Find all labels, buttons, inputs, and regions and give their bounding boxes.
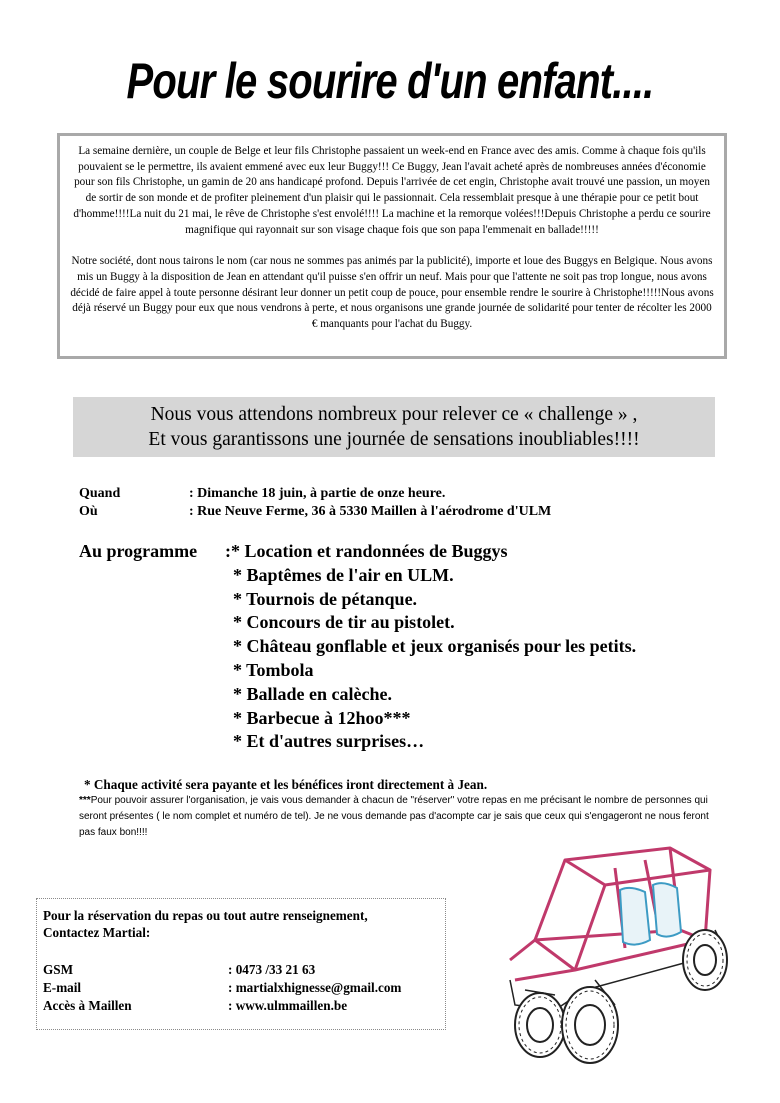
program-item: * Concours de tir au pistolet. xyxy=(233,612,455,633)
program-item: * Barbecue à 12hoo*** xyxy=(233,707,411,728)
story-paragraph-2: Notre société, dont nous tairons le nom (car nous ne sommes pas animés par la publicité), importe et loue des Buggys en Belgique. Nous avons mis un Buggy à la disposition de Jean en attendant qu'il puisse s'en offrir un neuf. Mais pour que l'attente ne soit pas trop longue, nous avons décidé de faire appel à toute personne désirant leur donner un petit coup de pouce, pour ensemble rendre le sourire à Christophe!!!!!Nous avons déjà réservé un Buggy pour eux que nous vendrons à perte, et nous organisons une grande journée de solidarité pour tenter de récolter les 2000 € manquants pour l'achat du Buggy. xyxy=(70,255,714,331)
contact-row-website xyxy=(43,997,347,1014)
when-value: : Dimanche 18 juin, à partie de onze heure. xyxy=(189,486,446,501)
gsm-value: : 0473 /33 21 63 xyxy=(228,962,316,977)
website-label: Accès à Maillen xyxy=(43,998,132,1013)
reservation-note-text: Pour pouvoir assurer l'organisation, je vais vous demander à chacun de "réserver" votre repas en me précisant le nombre de personnes qui seront présentes ( le nom complet et numéro de tel). Je ne vous demande pas d'acompte car je sais que ceux qui s'engageront ne nous feront pas faux bon!!!! xyxy=(79,795,709,838)
poster-title: Pour le sourire d'un enfant.... xyxy=(126,53,654,109)
when-row xyxy=(79,485,445,503)
banner-line-2: Et vous garantissons une journée de sensations inoubliables!!!! xyxy=(148,429,640,450)
banner-line-1: Nous vous attendons nombreux pour relever ce « challenge » , xyxy=(150,404,638,425)
where-label: Où xyxy=(79,504,98,519)
program-label: Au programme xyxy=(79,541,198,561)
website-value[interactable]: : www.ulmmaillen.be xyxy=(228,998,348,1013)
program-item: * Baptêmes de l'air en ULM. xyxy=(233,564,454,585)
story-paragraph-1: La semaine dernière, un couple de Belge et leur fils Christophe passaient un week-end en France avec des amis. Comme à chaque fois qu'ils pouvaient se le permettre, ils avaient emmené avec eux leur Buggy!!! Ce Buggy, Jean l'avait acheté après de nombreuses années d'économie pour son fils Christophe, un gamin de 20 ans handicapé profond. Depuis l'arrivée de cet engin, Christophe avait trouvé une passion, un moyen de sortir de son monde et de profiter pleinement d'un plaisir qui le passionnait. Cela ressemblait presque à une thérapie pour ce petit bout d'homme!!!!La nuit du 21 mai, le rêve de Christophe s'est envolé!!!! La machine et la remorque volées!!!Depuis Christophe a perdu ce sourire magnifique qui rayonnait sur son visage chaque fois que son papa l'emmenait en ballade!!!!! xyxy=(73,145,711,236)
when-label: Quand xyxy=(79,486,121,501)
program-item: :* Location et randonnées de Buggys xyxy=(225,541,508,561)
program-item: * Ballade en calèche. xyxy=(233,683,392,704)
contact-header-line-1: Pour la réservation du repas ou tout autre renseignement, xyxy=(43,908,368,923)
reservation-note-prefix: *** xyxy=(79,795,91,806)
buggy-illustration-icon xyxy=(495,830,755,1070)
story-box xyxy=(57,133,727,359)
paying-note: * Chaque activité sera payante et les bénéfices iront directement à Jean. xyxy=(84,777,488,792)
where-row xyxy=(79,503,551,521)
email-label: E-mail xyxy=(43,980,82,995)
program-item: * Château gonflable et jeux organisés pour les petits. xyxy=(233,636,637,657)
contact-row-email xyxy=(43,979,401,996)
program-item: * Et d'autres surprises… xyxy=(233,731,425,752)
email-value[interactable]: : martialxhignesse@gmail.com xyxy=(228,980,402,995)
contact-box xyxy=(36,898,446,1030)
where-value: : Rue Neuve Ferme, 36 à 5330 Maillen à l'aérodrome d'ULM xyxy=(189,504,552,519)
gsm-label: GSM xyxy=(43,962,74,977)
program-list xyxy=(225,540,637,754)
program-item: * Tombola xyxy=(233,659,314,680)
contact-row-gsm xyxy=(43,961,315,978)
contact-header xyxy=(43,907,368,941)
program-item: * Tournois de pétanque. xyxy=(233,588,418,609)
challenge-banner xyxy=(73,397,715,457)
contact-header-line-2: Contactez Martial: xyxy=(43,925,151,940)
